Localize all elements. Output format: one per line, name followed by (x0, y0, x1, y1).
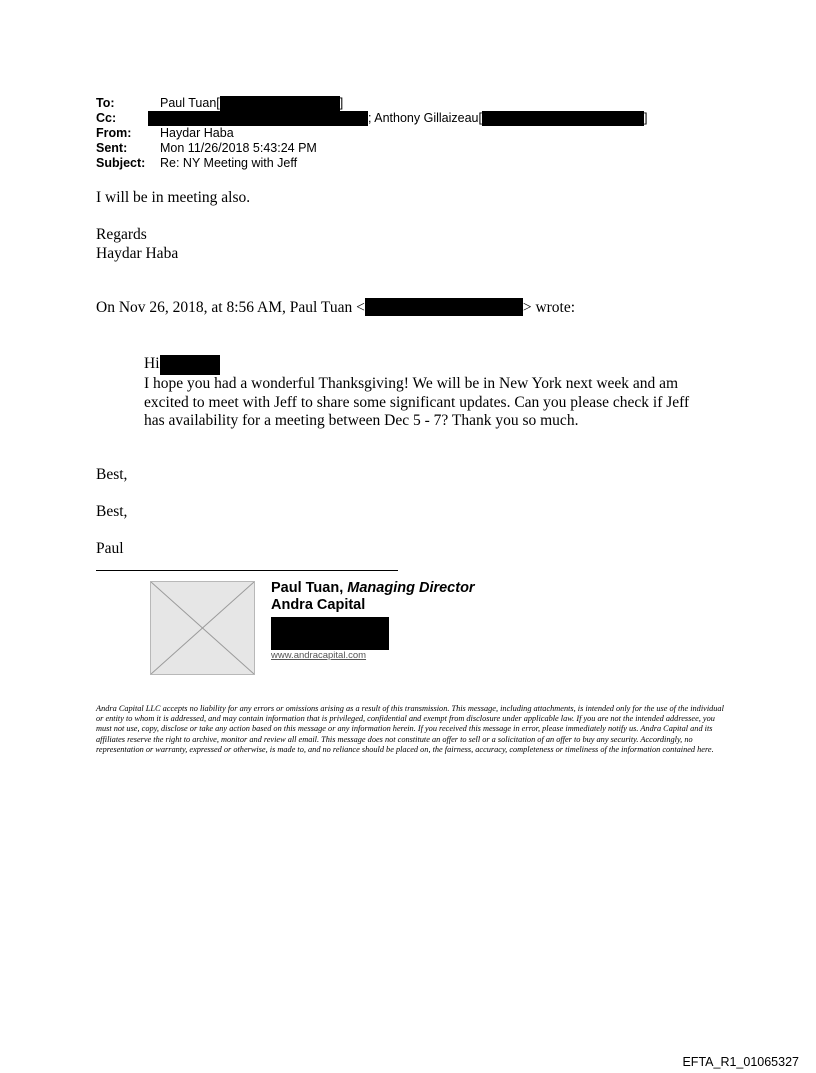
signature-website-link[interactable]: www.andracapital.com (271, 650, 367, 661)
cc-separator: ; Anthony Gillaizeau[ (368, 111, 482, 125)
legal-disclaimer: Andra Capital LLC accepts no liability for any errors or omissions arising as a result of this transmission. This message, including attachments, is intended only for the use of the individual or entity to whom it is addressed, and may contain information that is privileged, confidential and exempt from disclosure under applicable law. If you are not the intended addressee, you must not use, copy, disclose or take any action based on this message or any information herein. If you received this message in error, please immediately notify us. Andra Capital and its affiliates reserve the right to archive, monitor and review all email. This message does not constitute an offer to sell or a solicitation of an offer to buy any security. Accordingly, no representation or warranty, expressed or otherwise, is made to, and no reliance should be placed on, the fairness, accuracy, completeness or timeliness of the information contained here. (96, 704, 724, 754)
quoted-intro-prefix: On Nov 26, 2018, at 8:56 AM, Paul Tuan < (96, 299, 365, 316)
document-id: EFTA_R1_01065327 (682, 1055, 799, 1069)
greeting-name-redaction (160, 355, 220, 375)
cc-label: Cc: (96, 111, 117, 125)
signature-person: Paul Tuan, (271, 580, 348, 596)
to-label: To: (96, 96, 115, 110)
quoted-message (144, 355, 704, 431)
quoted-email-redaction (365, 298, 523, 316)
subject-value: Re: NY Meeting with Jeff (160, 156, 298, 170)
quoted-intro (96, 298, 575, 317)
cc-first-redaction (148, 111, 368, 126)
closing-name: Paul (96, 540, 124, 557)
subject-label: Subject: (96, 156, 146, 170)
signature-contact-redaction (271, 617, 389, 650)
to-close-bracket: ] (339, 96, 344, 110)
sent-label: Sent: (96, 141, 128, 155)
to-email-redaction (220, 96, 340, 111)
signature-title: Managing Director (347, 580, 475, 596)
cc-value (148, 111, 647, 126)
signature-image-placeholder (150, 581, 255, 675)
quoted-body: I hope you had a wonderful Thanksgiving! We will be in New York next week and am excited to meet with Jeff to share some significant updates. Can you please check if Jeff has availability for a meeting between Dec 5 - 7? Thank you so much. (144, 375, 690, 429)
broken-image-icon (151, 582, 254, 674)
cc-second-redaction (482, 111, 644, 126)
signature-divider (96, 570, 398, 571)
reply-line: I will be in meeting also. (96, 189, 251, 206)
closing-best-2: Best, (96, 503, 128, 520)
signature-name (271, 580, 475, 597)
reply-signoff-name: Haydar Haba (96, 245, 179, 262)
quoted-greeting: Hi (144, 355, 160, 372)
sent-value: Mon 11/26/2018 5:43:24 PM (160, 141, 317, 155)
reply-regards: Regards (96, 226, 147, 243)
signature-company: Andra Capital (271, 597, 366, 613)
cc-close-bracket: ] (643, 111, 648, 125)
to-name: Paul Tuan[ (160, 96, 220, 110)
from-label: From: (96, 126, 132, 140)
quoted-greeting-line (144, 355, 704, 375)
closing-best-1: Best, (96, 466, 128, 483)
quoted-intro-suffix: > wrote: (522, 299, 576, 316)
to-value (160, 96, 343, 111)
from-value: Haydar Haba (160, 126, 234, 140)
